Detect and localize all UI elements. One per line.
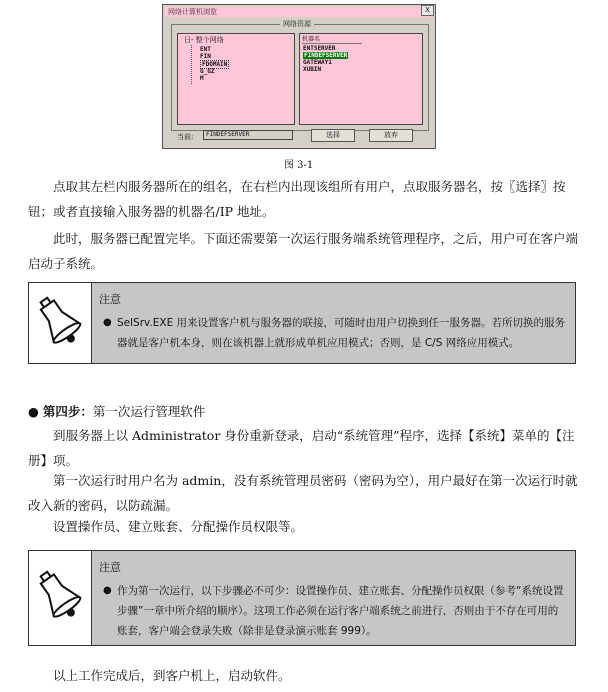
paragraph: 点取其左栏内服务器所在的组名，在右栏内出现该组所有用户，点取服务器名，按〖选择〗按钮；或者直接输入服务器的机器名/IP 地址。 xyxy=(28,179,566,219)
close-button[interactable]: X xyxy=(421,5,434,16)
machine-name-header: 机器名 xyxy=(302,36,362,44)
server-item[interactable]: ENTSERVER xyxy=(303,45,336,52)
note-title: 注意 xyxy=(99,561,121,574)
paragraph: 设置操作员、建立账套、分配操作员权限等。 xyxy=(53,519,304,534)
note-icon-cell xyxy=(29,551,92,645)
paragraph: 以上工作完成后，到客户机上，启动软件。 xyxy=(53,668,291,683)
step-title: 第一次运行管理软件 xyxy=(92,404,206,419)
tree-item[interactable]: G_GZ xyxy=(200,68,215,75)
tree-root[interactable]: 日- 整个网络 xyxy=(184,36,224,44)
tree-connector xyxy=(191,45,193,84)
group-label: 网络资源 xyxy=(280,19,314,29)
tree-item[interactable]: M xyxy=(200,75,204,82)
step-label: 第四步： xyxy=(42,404,93,419)
current-label: 当前: xyxy=(177,133,194,141)
group-tree[interactable] xyxy=(177,33,295,125)
note-title: 注意 xyxy=(99,293,121,306)
paragraph: 第一次运行时用户名为 admin，没有系统管理员密码（密码为空），用户最好在第一次运行时就改入新的密码，以防疏漏。 xyxy=(28,473,578,513)
network-browser-dialog xyxy=(162,4,436,149)
step-heading xyxy=(28,399,580,424)
server-item[interactable]: GATEWAY1 xyxy=(303,59,332,66)
dialog-title: 网络计算机浏览 xyxy=(165,7,433,17)
bell-icon xyxy=(29,283,91,363)
tree-item[interactable]: ENT xyxy=(200,46,211,53)
bell-icon xyxy=(29,551,91,645)
current-server-field[interactable]: FINDEFSERVER xyxy=(203,130,293,140)
paragraph: 到服务器上以 Administrator 身份重新登录，启动“系统管理”程序，选择【系统】菜单的【注册】项。 xyxy=(28,428,575,468)
server-item[interactable]: XUBIN xyxy=(303,66,322,73)
note-box xyxy=(28,282,576,364)
select-button[interactable]: 选择 xyxy=(311,129,355,142)
tree-item-selected[interactable]: FDOMAIN xyxy=(202,61,228,68)
figure-caption: 图 3-1 xyxy=(284,160,314,171)
note-bullet: ● xyxy=(103,317,112,328)
tree-item[interactable]: FIN xyxy=(200,53,211,60)
note-box xyxy=(28,550,576,646)
note-icon-cell xyxy=(29,283,92,363)
server-item-selected[interactable]: FINDEFSERVER xyxy=(304,52,348,59)
paragraph: 此时，服务器已配置完毕。下面还需要第一次运行服务端系统管理程序，之后，用户可在客户端启动子系统。 xyxy=(28,231,579,271)
server-list[interactable] xyxy=(299,33,423,125)
step-bullet: ● xyxy=(28,404,39,419)
cancel-button[interactable]: 放弃 xyxy=(369,129,413,142)
note-bullet: ● xyxy=(103,585,112,596)
note-text: 作为第一次运行，以下步骤必不可少：设置操作员、建立账套、分配操作员权限（参考“系统设置步骤”一章中所介绍的顺序）。这项工作必须在运行客户端系统之前进行，否则由于不存在可用的账套，客户端会登录失败（除非是登录演示账套 999）。 xyxy=(117,585,564,637)
note-text: SelSrv.EXE 用来设置客户机与服务器的联接，可随时由用户切换到任一服务器。若所切换的服务器就是客户机本身，则在该机器上就形成单机应用模式；否则，是 C/S 网络应用模式。 xyxy=(117,317,566,349)
